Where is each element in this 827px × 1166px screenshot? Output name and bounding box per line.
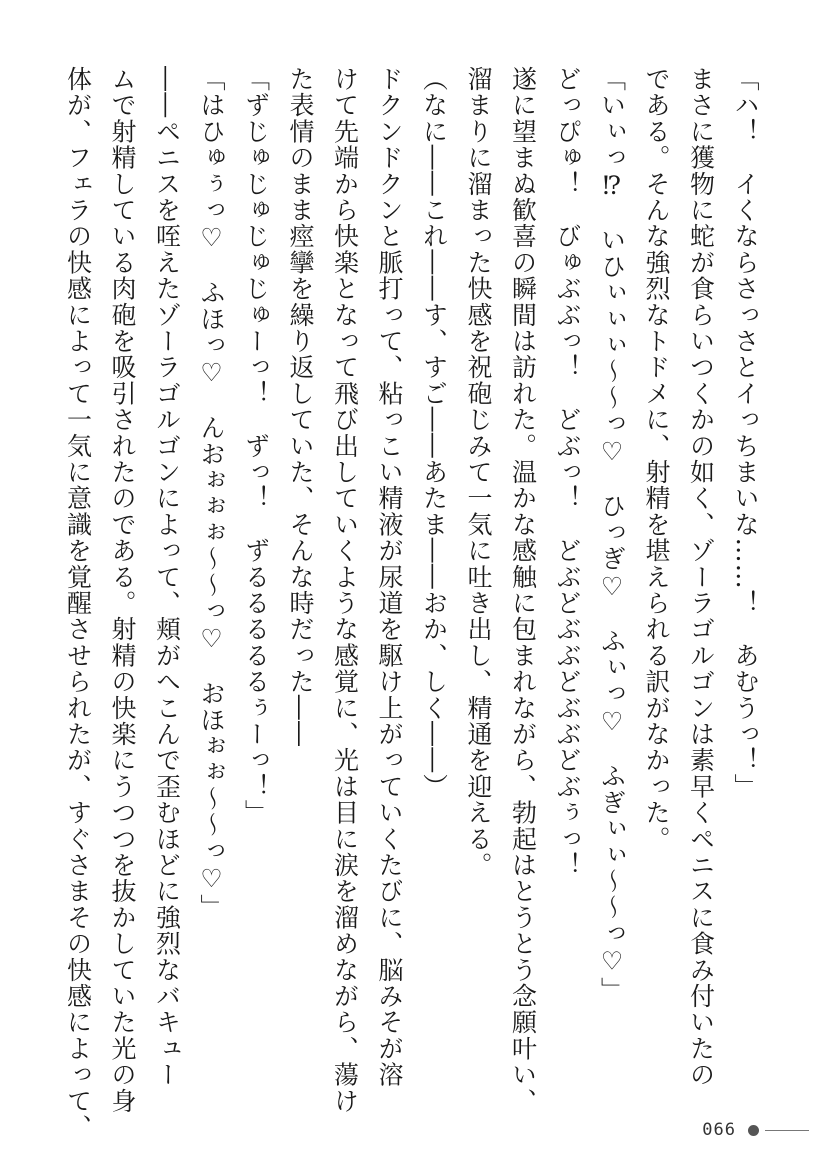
text-line: た表情のまま痙攣を繰り返していた、そんな時だった―― (286, 66, 315, 748)
text-line: 「はひゅぅっ♡ ふほっ♡ んおぉぉぉ～～っ♡ おほぉぉ～～っ♡」 (197, 66, 226, 921)
page-number: 066 (702, 1120, 736, 1140)
text-line: まさに獲物に蛇が食らいつくかの如く、ゾーラゴルゴンは素早くペニスに食み付いたの (686, 66, 716, 1088)
text-line: 溜まりに溜まった快感を祝砲じみて一気に吐き出し、精通を迎える。 (464, 66, 493, 879)
text-line: （なに――これ――す、すご――あたま――おか、しく――） (419, 66, 449, 800)
text-line: どっぴゅ！ びゅぶぶっ！ どぶっ！ どぶどぶぶどぶぶどぶぅっ！ (553, 66, 582, 879)
folio-dot-ornament (748, 1125, 759, 1136)
folio-rule-ornament (765, 1130, 809, 1131)
text-line: けて先端から快楽となって飛び出していくような感覚に、光は目に涙を溜めながら、蕩け (330, 66, 360, 1114)
text-line: 遂に望まぬ歓喜の瞬間は訪れた。温かな感触に包まれながら、勃起はとうとう念願叶い、 (508, 66, 538, 1114)
text-line: ムで射精している肉砲を吸引されたのである。射精の快楽にうつつを抜かしていた光の身 (108, 66, 137, 1114)
text-line: ――ペニスを咥えたゾーラゴルゴンによって、頬がへこんで歪むほどに強烈なバキュー (152, 66, 182, 1088)
text-line: 体が、フェラの快感によって一気に意識を覚醒させられたが、すぐさまその快感によって、 (63, 66, 93, 1141)
text-line: 「いぃっ⁉ いひぃぃぃ～～っ♡ ひっぎ♡ ふぃっ♡ ふぎぃぃ～～っ♡」 (597, 66, 627, 1003)
text-line: ドクンドクンと脈打って、粘っこい精液が尿道を駆け上がっていくたびに、脳みそが溶 (375, 66, 404, 1088)
text-line: 「ずじゅじゅじゅじゅーっ！ ずっ！ ずるるるるるぅーっ！」 (241, 66, 271, 826)
page-folio (702, 1120, 809, 1140)
text-line: である。そんな強烈なトドメに、射精を堪えられる訳がなかった。 (642, 66, 671, 852)
text-line: 「ハ！ イくならさっさとイっちまいな……！ あむうっ！」 (731, 66, 760, 800)
